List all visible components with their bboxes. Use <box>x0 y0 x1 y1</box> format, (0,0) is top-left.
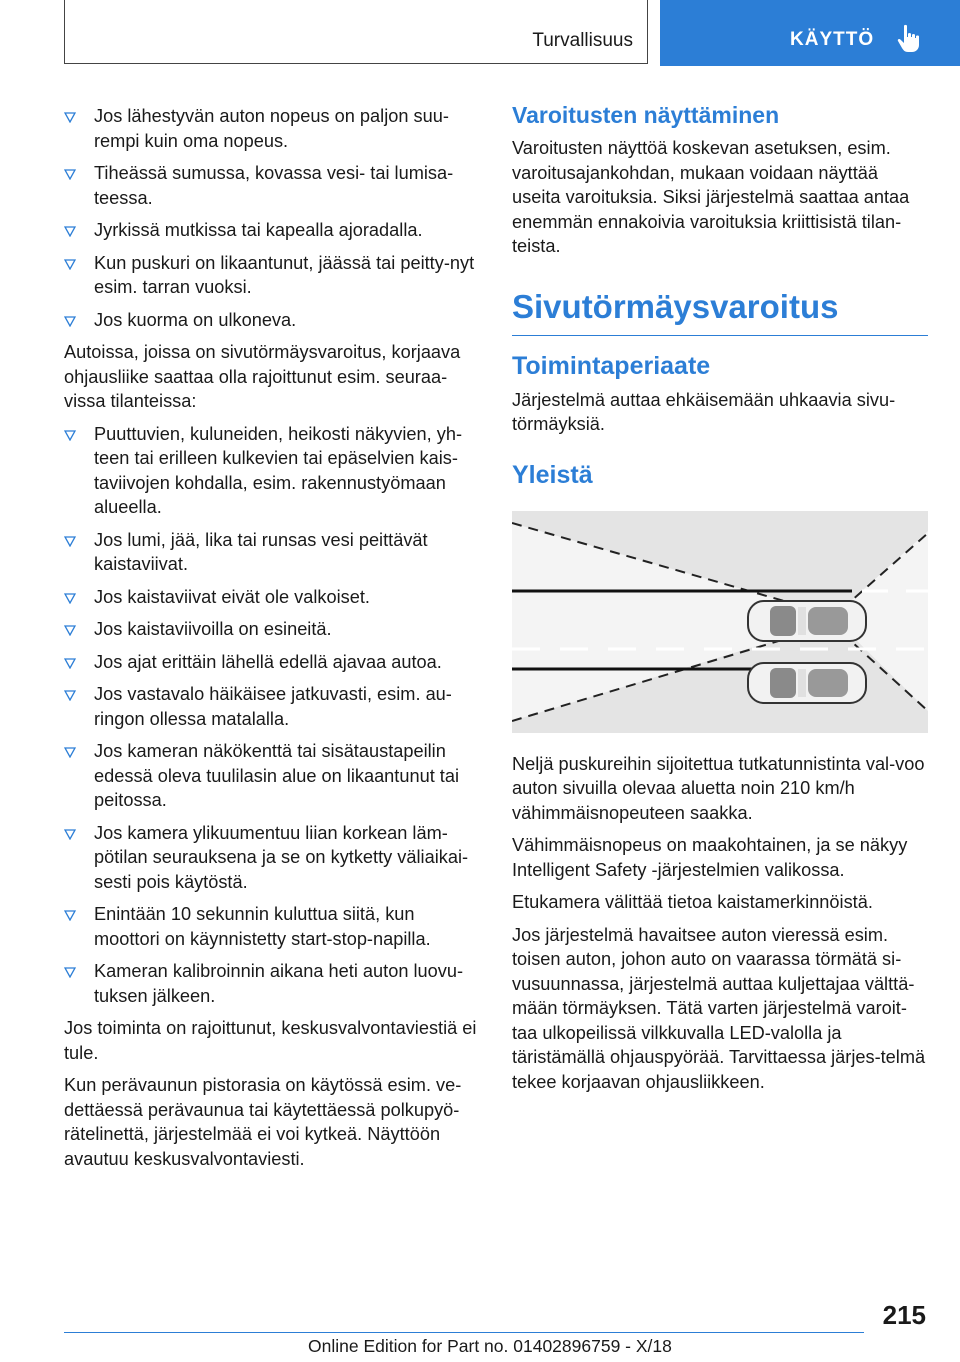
ego-car <box>748 601 866 641</box>
bullet-triangle-icon <box>64 966 76 978</box>
detection-paragraph: Jos järjestelmä havaitsee auton vieressä esim. toisen auton, johon auto on vaarassa törmätä si-vusuunnassa, järjestelmä auttaa kuljettajaa välttä-mään törmäyksen. Tätä varten järjestelmä varoit-taa ulkopeilissä vilkkuvalla LED-valolla ja täristämällä ohjauspyörää. Tarvittaessa järjes-telmä tekee korjaavan ohjausliikkeen. <box>512 924 926 1092</box>
list-item-text: Jyrkissä mutkissa tai kapealla ajoradalla. <box>94 220 423 240</box>
list-item-text: Jos kamera ylikuumentuu liian korkean läm-pötilan seurauksena ja se on kytketty väliaikai-sesti pois käytöstä. <box>94 822 469 892</box>
list-item <box>64 682 482 731</box>
list-item-text: Jos ajat erittäin lähellä edellä ajavaa autoa. <box>94 651 442 672</box>
hand-pointer-icon <box>896 24 922 54</box>
camera-paragraph: Etukamera välittää tietoa kaistamerkinnöistä. <box>512 892 873 912</box>
list-item <box>64 959 482 1008</box>
radar-paragraph: Neljä puskureihin sijoitettua tutkatunnistinta val-voo auton sivuilla olevaa aluetta noin 210 km/h vähimmäisnopeuteen saakka. <box>512 753 925 823</box>
bullet-triangle-icon <box>64 624 76 636</box>
footer-edition: Online Edition for Part no. 01402896759 - X/18 <box>308 1336 672 1356</box>
bullet-triangle-icon <box>64 315 76 327</box>
heading-general: Yleistä <box>512 460 593 489</box>
section-label: Turvallisuus <box>532 30 633 51</box>
list-item <box>64 617 482 642</box>
page-number: 215 <box>882 1300 926 1330</box>
list-item-text: Enintään 10 sekunnin kuluttua siitä, kun moottori on käynnistetty start-stop-napilla. <box>94 904 431 949</box>
bullet-triangle-icon <box>64 168 76 180</box>
bullet-triangle-icon <box>64 689 76 701</box>
page-title: Sivutörmäysvaroitus <box>512 287 928 336</box>
bullet-triangle-icon <box>64 258 76 270</box>
list-item-text: Jos lumi, jää, lika tai runsas vesi peittävät kaistaviivat. <box>94 529 428 574</box>
bullet-triangle-icon <box>64 828 76 840</box>
list-item-text: Kameran kalibroinnin aikana heti auton luovu-tuksen jälkeen. <box>94 961 464 1006</box>
chapter-label: KÄYTTÖ <box>790 29 875 50</box>
list-item <box>64 821 482 895</box>
page-header <box>0 0 960 66</box>
list-item <box>64 739 482 813</box>
list-item-text: Jos kaistaviivat eivät ole valkoiset. <box>94 586 370 607</box>
list-item <box>64 218 482 243</box>
list-item <box>64 585 482 610</box>
chapter-tab <box>660 0 960 66</box>
warning-display-paragraph: Varoitusten näyttöä koskevan asetuksen, esim. varoitusajankohdan, mukaan voidaan näyttää useita varoituksia. Siksi järjestelmä saattaa antaa enemmän ennakoivia varoituksia kriittisistä tilan-teista. <box>512 138 910 256</box>
list-item <box>64 902 482 951</box>
left-column <box>64 104 482 1179</box>
list-item-text: Tiheässä sumussa, kovassa vesi- tai lumisa-teessa. <box>94 163 454 208</box>
list-item-text: Jos kameran näkökenttä tai sisätaustapeilin edessä oleva tuulilasin alue on likaantunut tai peitossa. <box>94 741 460 810</box>
list-item-text: Jos vastavalo häikäisee jatkuvasti, esim. au-ringon ollessa matalalla. <box>94 684 452 729</box>
right-column <box>512 100 928 1102</box>
bullet-triangle-icon <box>64 429 76 441</box>
list-item <box>64 104 482 153</box>
heading-warning-display: Varoitusten näyttäminen <box>512 102 780 128</box>
heading-principle: Toimintaperiaate <box>512 351 711 380</box>
limitation-paragraph: Jos toiminta on rajoittunut, keskusvalvontaviestiä ei tule. <box>64 1018 477 1063</box>
list-item <box>64 251 482 300</box>
principle-paragraph: Järjestelmä auttaa ehkäisemään uhkaavia sivu-törmäyksiä. <box>512 389 896 434</box>
list-item-text: Jos kuorma on ulkoneva. <box>94 309 297 330</box>
bullet-triangle-icon <box>64 592 76 604</box>
list-item-text: Kun puskuri on likaantunut, jäässä tai peitty-nyt esim. tarran vuoksi. <box>94 252 475 297</box>
intro-paragraph: Autoissa, joissa on sivutörmäysvaroitus, korjaava ohjausliike saattaa olla rajoittunut esim. seuraa-vissa tilanteissa: <box>64 342 461 411</box>
list-item-text: Puuttuvien, kuluneiden, heikosti näkyvien, yh-teen tai erilleen kulkevien tai epäselvien kais-taviivojen kohdalla, esim. rakennustyömaan alueella. <box>94 423 463 517</box>
bullet-triangle-icon <box>64 111 76 123</box>
bullet-triangle-icon <box>64 909 76 921</box>
list-item <box>64 528 482 577</box>
footer-rule <box>64 1332 864 1333</box>
bullet-triangle-icon <box>64 657 76 669</box>
side-collision-illustration <box>512 511 928 733</box>
min-speed-paragraph: Vähimmäisnopeus on maakohtainen, ja se näkyy Intelligent Safety -järjestelmien valikossa. <box>512 835 908 880</box>
bullet-triangle-icon <box>64 746 76 758</box>
adjacent-car <box>748 663 866 703</box>
list-item-text: Jos lähestyvän auton nopeus on paljon suu-rempi kuin oma nopeus. <box>94 106 449 151</box>
trailer-paragraph: Kun perävaunun pistorasia on käytössä esim. ve-dettäessä perävaunua tai käytettäessä polkupyö-rätelinettä, järjestelmää ei voi kytkeä. Näyttöön avautuu keskusvalvontaviesti. <box>64 1075 462 1169</box>
list-item <box>64 650 482 675</box>
list-item-text: Jos kaistaviivoilla on esineitä. <box>94 619 332 639</box>
bullet-triangle-icon <box>64 225 76 237</box>
list-item <box>64 422 482 520</box>
list-item <box>64 308 482 333</box>
list-item <box>64 161 482 210</box>
section-box <box>64 0 648 64</box>
bullet-triangle-icon <box>64 535 76 547</box>
